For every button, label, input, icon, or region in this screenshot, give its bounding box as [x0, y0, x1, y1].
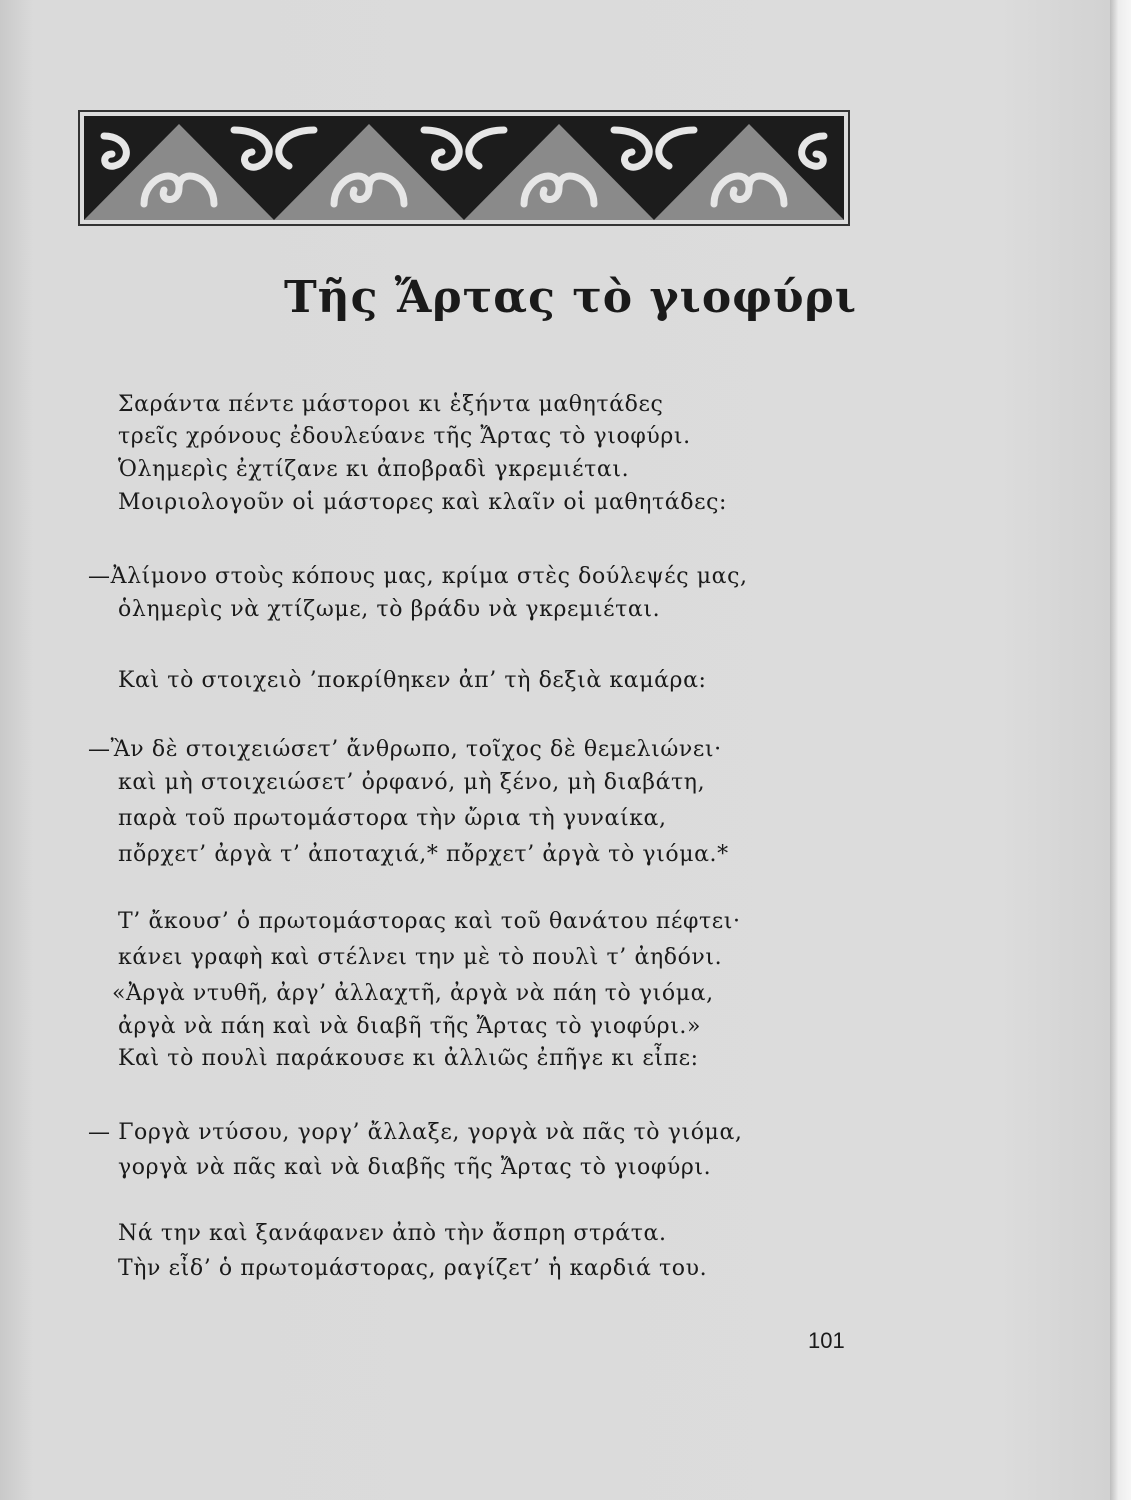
- poem-line: «Ἀργὰ ντυθῆ, ἀργ’ ἀλλαχτῆ, ἀργὰ νὰ πάη τὸ γιόμα,: [112, 981, 714, 1006]
- poem-line: Τ’ ἄκουσ’ ὁ πρωτομάστορας καὶ τοῦ θανάτου πέφτει·: [118, 909, 741, 934]
- poem-line: γοργὰ νὰ πᾶς καὶ νὰ διαβῆς τῆς Ἄρτας τὸ γιοφύρι.: [118, 1155, 712, 1180]
- poem-line: ὁλημερὶς νὰ χτίζωμε, τὸ βράδυ νὰ γκρεμιέται.: [118, 597, 661, 622]
- page-edge: [1110, 0, 1131, 1500]
- poem-line: Ὁλημερὶς ἐχτίζανε κι ἀποβραδὶ γκρεμιέται.: [118, 457, 630, 482]
- page-number: 101: [808, 1328, 845, 1353]
- poem-line: —Ἀλίμονο στοὺς κόπους μας, κρίμα στὲς δούλεψές μας,: [88, 564, 748, 589]
- poem-line: Σαράντα πέντε μάστοροι κι ἑξήντα μαθητάδες: [118, 392, 664, 417]
- poem-line: Μοιριολογοῦν οἱ μάστορες καὶ κλαῖν οἱ μαθητάδες:: [118, 490, 728, 515]
- poem-line: Τὴν εἶδ’ ὁ πρωτομάστορας, ραγίζετ’ ἡ καρδιά του.: [118, 1256, 708, 1281]
- poem-line: Νά την καὶ ξανάφανεν ἀπὸ τὴν ἄσπρη στράτα.: [118, 1221, 667, 1246]
- poem-line: —Ἂν δὲ στοιχειώσετ’ ἄνθρωπο, τοῖχος δὲ θεμελιώνει·: [88, 737, 722, 762]
- poem-line: — Γοργὰ ντύσου, γοργ’ ἄλλαξε, γοργὰ νὰ πᾶς τὸ γιόμα,: [88, 1120, 743, 1145]
- poem-title: Τῆς Ἄρτας τὸ γιοφύρι: [283, 272, 858, 323]
- poem-line: κάνει γραφὴ καὶ στέλνει την μὲ τὸ πουλὶ τ’ ἀηδόνι.: [118, 945, 723, 970]
- poem-line: Καὶ τὸ πουλὶ παράκουσε κι ἀλλιῶς ἐπῆγε κι εἶπε:: [118, 1046, 699, 1071]
- poem-line: ἀργὰ νὰ πάη καὶ νὰ διαβῆ τῆς Ἄρτας τὸ γιοφύρι.»: [118, 1014, 702, 1039]
- poem-line: παρὰ τοῦ πρωτομάστορα τὴν ὤρια τὴ γυναίκα,: [118, 806, 667, 831]
- decorative-ornament-band: [78, 110, 850, 226]
- poem-line: τρεῖς χρόνους ἐδουλεύανε τῆς Ἄρτας τὸ γιοφύρι.: [118, 424, 691, 449]
- ornament-pattern: [84, 116, 844, 220]
- poem-line: πὄρχετ’ ἀργὰ τ’ ἀποταχιά,* πὄρχετ’ ἀργὰ τὸ γιόμα.*: [118, 842, 729, 867]
- poem-line: Καὶ τὸ στοιχειὸ ’ποκρίθηκεν ἀπ’ τὴ δεξιὰ καμάρα:: [118, 668, 707, 693]
- poem-line: καὶ μὴ στοιχειώσετ’ ὀρφανό, μὴ ξένο, μὴ διαβάτη,: [118, 770, 706, 795]
